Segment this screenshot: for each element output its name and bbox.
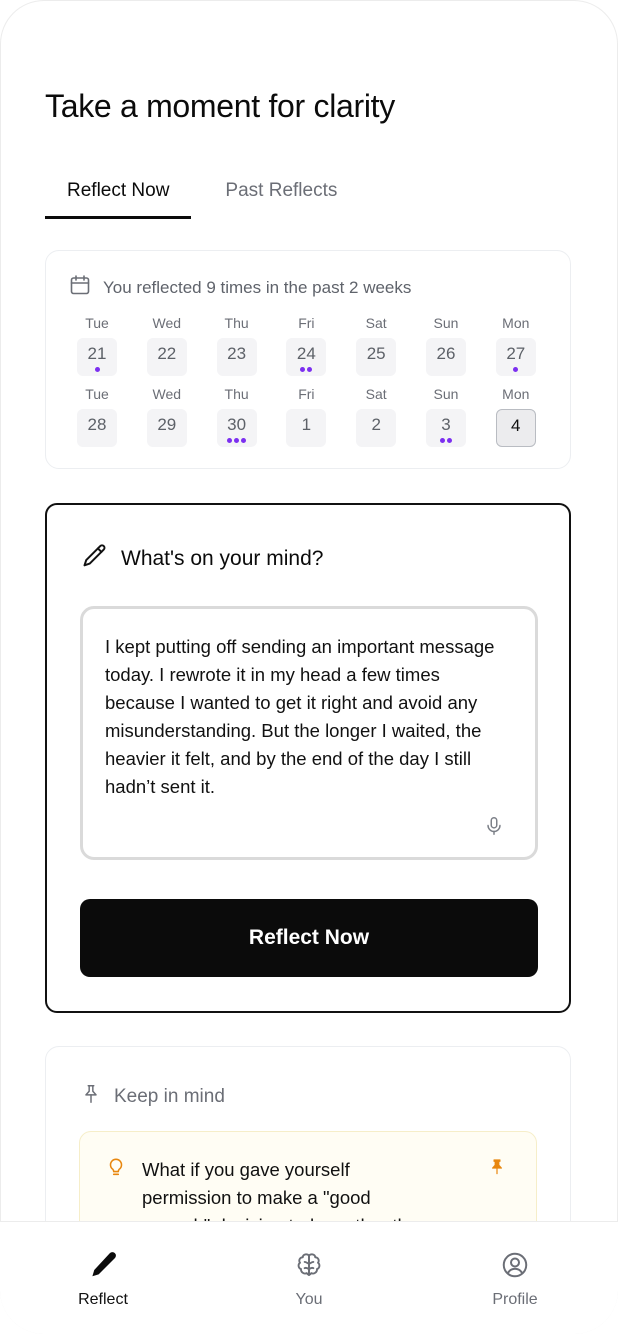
reflection-dot — [300, 367, 305, 372]
keep-in-mind-title: Keep in mind — [114, 1085, 225, 1107]
calendar-day — [217, 315, 257, 376]
calendar-date[interactable] — [286, 338, 326, 376]
date-number: 26 — [436, 344, 456, 363]
date-number: 24 — [296, 344, 316, 363]
weekday-label: Sat — [365, 315, 387, 331]
weekday-label: Sun — [433, 315, 459, 331]
nav-reflect[interactable] — [0, 1222, 206, 1334]
calendar-day — [356, 386, 396, 447]
calendar-day — [217, 386, 257, 447]
calendar-day — [496, 386, 536, 447]
streak-header — [68, 273, 411, 302]
date-number: 3 — [441, 415, 451, 434]
nav-reflect-label: Reflect — [78, 1291, 128, 1308]
brain-icon — [294, 1250, 324, 1285]
reflection-dots — [77, 367, 117, 372]
pencil-icon — [88, 1250, 118, 1285]
date-number: 27 — [506, 344, 526, 363]
tab-past-reflects[interactable]: Past Reflects — [225, 180, 338, 201]
reflection-dots — [426, 438, 466, 443]
composer-title: What's on your mind? — [121, 546, 324, 570]
date-number: 4 — [511, 416, 521, 435]
weekday-label: Wed — [152, 386, 182, 402]
calendar-week-1 — [77, 315, 536, 376]
calendar-date[interactable] — [217, 338, 257, 376]
weekday-label: Thu — [224, 315, 249, 331]
page-title: Take a moment for clarity — [45, 88, 395, 124]
tab-bar — [45, 170, 359, 219]
reflection-textarea[interactable] — [80, 606, 538, 860]
weekday-label: Sun — [433, 386, 459, 402]
reflection-composer — [45, 503, 571, 1013]
weekday-label: Tue — [85, 315, 109, 331]
calendar-day — [426, 315, 466, 376]
pinned-icon[interactable] — [488, 1158, 506, 1176]
calendar-date[interactable] — [356, 338, 396, 376]
tab-reflect-now[interactable]: Reflect Now — [45, 170, 191, 219]
date-number: 28 — [87, 415, 107, 434]
microphone-icon[interactable] — [483, 815, 505, 837]
calendar-date[interactable] — [496, 338, 536, 376]
calendar-week-2 — [77, 386, 536, 447]
calendar-date-today[interactable] — [496, 409, 536, 447]
bottom-navigation — [0, 1221, 618, 1334]
reflect-now-button[interactable]: Reflect Now — [80, 899, 538, 977]
date-number: 1 — [301, 415, 312, 434]
date-number: 2 — [371, 415, 381, 434]
weekday-label: Mon — [502, 386, 530, 402]
calendar-day — [77, 315, 117, 376]
weekday-label: Fri — [298, 386, 315, 402]
calendar-date[interactable] — [426, 338, 466, 376]
reflection-dot — [307, 367, 312, 372]
reflection-dots — [217, 438, 257, 443]
nav-you-label: You — [295, 1291, 323, 1308]
pin-icon — [80, 1083, 102, 1110]
weekday-label: Mon — [502, 315, 530, 331]
calendar-date[interactable] — [426, 409, 466, 447]
reflection-dot — [440, 438, 445, 443]
reflection-dot — [513, 367, 518, 372]
weekday-label: Wed — [152, 315, 182, 331]
date-number: 23 — [227, 344, 247, 363]
reflection-dots — [496, 367, 536, 372]
calendar-day — [356, 315, 396, 376]
calendar-day — [426, 386, 466, 447]
reflection-dots — [286, 367, 326, 372]
weekday-label: Fri — [298, 315, 315, 331]
calendar-date[interactable] — [147, 409, 187, 447]
calendar-day — [286, 315, 326, 376]
keep-in-mind-header — [80, 1083, 225, 1110]
calendar-date[interactable] — [356, 409, 396, 447]
nav-profile-label: Profile — [492, 1291, 538, 1308]
calendar-day — [147, 386, 187, 447]
date-number: 30 — [227, 415, 247, 434]
pencil-icon — [81, 542, 109, 575]
date-number: 29 — [157, 415, 177, 434]
calendar-day — [286, 386, 326, 447]
streak-summary: You reflected 9 times in the past 2 weeks — [103, 277, 412, 297]
calendar-date[interactable] — [286, 409, 326, 447]
reflection-text: I kept putting off sending an important message today. I rewrote it in my head a few times because I wanted to get it right and avoid any misunderstanding. But the longer I waited, the heavier it felt, and by the end of the day I still hadn’t sent it. — [105, 636, 495, 797]
weekday-label: Tue — [85, 386, 109, 402]
nav-profile[interactable] — [412, 1222, 618, 1334]
composer-header — [81, 542, 323, 575]
reflection-dot — [241, 438, 246, 443]
date-number: 25 — [366, 344, 386, 363]
tip-text: What if you gave yourself permission to make a "good — [142, 1159, 371, 1208]
date-number: 21 — [87, 344, 107, 363]
calendar-date[interactable] — [217, 409, 257, 447]
reflection-dot — [95, 367, 100, 372]
calendar-date[interactable] — [147, 338, 187, 376]
date-number: 22 — [157, 344, 177, 363]
weekday-label: Thu — [224, 386, 249, 402]
calendar-day — [496, 315, 536, 376]
calendar-day — [77, 386, 117, 447]
calendar-icon — [68, 273, 92, 302]
calendar-date[interactable] — [77, 409, 117, 447]
user-circle-icon — [500, 1250, 530, 1285]
calendar-date[interactable] — [77, 338, 117, 376]
calendar-day — [147, 315, 187, 376]
streak-card — [45, 250, 571, 469]
reflection-dot — [234, 438, 239, 443]
weekday-label: Sat — [365, 386, 387, 402]
nav-you[interactable] — [206, 1222, 412, 1334]
lightbulb-icon — [105, 1156, 127, 1178]
reflection-dot — [227, 438, 232, 443]
reflection-dot — [447, 438, 452, 443]
